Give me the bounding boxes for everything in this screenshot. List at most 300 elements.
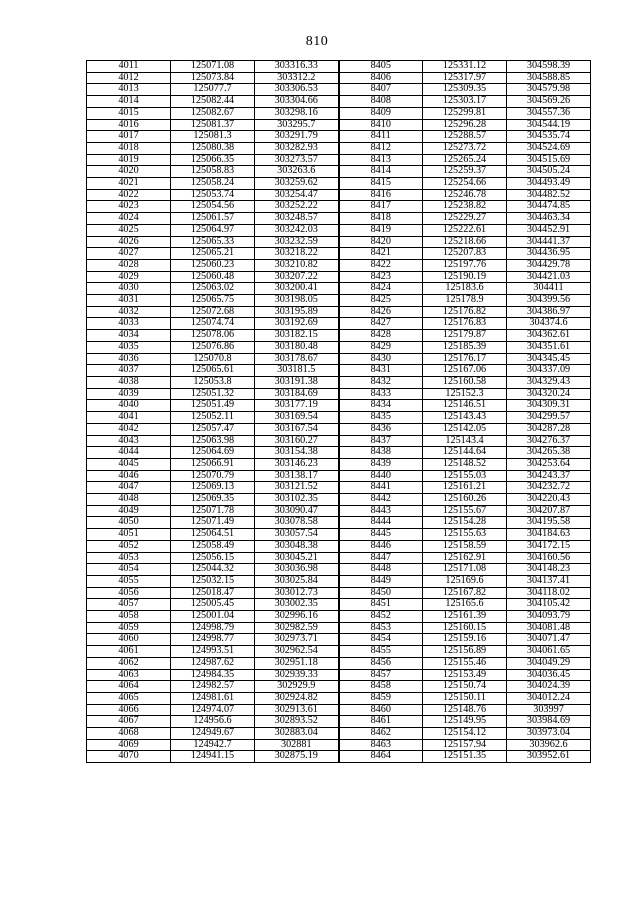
table-row — [87, 529, 591, 541]
point-number-cell: 8428 — [339, 330, 423, 342]
table-row — [87, 353, 591, 365]
table-row — [87, 540, 591, 552]
x-coordinate-cell: 125080.38 — [171, 142, 255, 154]
y-coordinate-cell: 303207.22 — [255, 271, 339, 283]
x-coordinate-cell: 125069.35 — [171, 494, 255, 506]
y-coordinate-cell: 304253.64 — [507, 458, 591, 470]
x-coordinate-cell: 125072.68 — [171, 306, 255, 318]
x-coordinate-cell: 124998.77 — [171, 634, 255, 646]
y-coordinate-cell: 303997 — [507, 704, 591, 716]
point-number-cell: 8430 — [339, 353, 423, 365]
point-number-cell: 4048 — [87, 494, 171, 506]
x-coordinate-cell: 125246.78 — [423, 189, 507, 201]
y-coordinate-cell: 303178.67 — [255, 353, 339, 365]
page-number: 810 — [305, 34, 329, 49]
x-coordinate-cell: 125183.6 — [423, 283, 507, 295]
point-number-cell: 8453 — [339, 622, 423, 634]
x-coordinate-cell: 125082.44 — [171, 96, 255, 108]
x-coordinate-cell: 125160.58 — [423, 376, 507, 388]
table-row — [87, 622, 591, 634]
y-coordinate-cell: 304524.69 — [507, 142, 591, 154]
point-number-cell: 4025 — [87, 224, 171, 236]
y-coordinate-cell: 303218.22 — [255, 248, 339, 260]
y-coordinate-cell: 302973.71 — [255, 634, 339, 646]
point-number-cell: 4057 — [87, 599, 171, 611]
y-coordinate-cell: 304345.45 — [507, 353, 591, 365]
table-row — [87, 681, 591, 693]
y-coordinate-cell: 303078.58 — [255, 517, 339, 529]
table-row — [87, 84, 591, 96]
point-number-cell: 8457 — [339, 669, 423, 681]
x-coordinate-cell: 125167.82 — [423, 587, 507, 599]
y-coordinate-cell: 304320.24 — [507, 388, 591, 400]
point-number-cell: 8409 — [339, 107, 423, 119]
point-number-cell: 8424 — [339, 283, 423, 295]
point-number-cell: 4041 — [87, 412, 171, 424]
x-coordinate-cell: 125259.37 — [423, 166, 507, 178]
x-coordinate-cell: 125065.21 — [171, 248, 255, 260]
point-number-cell: 4039 — [87, 388, 171, 400]
y-coordinate-cell: 302893.52 — [255, 716, 339, 728]
x-coordinate-cell: 124982.57 — [171, 681, 255, 693]
x-coordinate-cell: 125005.45 — [171, 599, 255, 611]
point-number-cell: 4056 — [87, 587, 171, 599]
point-number-cell: 8441 — [339, 482, 423, 494]
point-number-cell: 8445 — [339, 529, 423, 541]
y-coordinate-cell: 303962.6 — [507, 739, 591, 751]
x-coordinate-cell: 125069.13 — [171, 482, 255, 494]
point-number-cell: 4049 — [87, 505, 171, 517]
x-coordinate-cell: 125159.16 — [423, 634, 507, 646]
table-row — [87, 739, 591, 751]
y-coordinate-cell: 304329.43 — [507, 376, 591, 388]
table-row — [87, 657, 591, 669]
x-coordinate-cell: 125167.06 — [423, 365, 507, 377]
x-coordinate-cell: 125148.52 — [423, 458, 507, 470]
point-number-cell: 8418 — [339, 213, 423, 225]
y-coordinate-cell: 304399.56 — [507, 295, 591, 307]
y-coordinate-cell: 303984.69 — [507, 716, 591, 728]
table-row — [87, 341, 591, 353]
x-coordinate-cell: 125154.12 — [423, 728, 507, 740]
table-row — [87, 704, 591, 716]
x-coordinate-cell: 125064.69 — [171, 447, 255, 459]
x-coordinate-cell: 125169.6 — [423, 575, 507, 587]
table-row — [87, 388, 591, 400]
x-coordinate-cell: 125171.08 — [423, 564, 507, 576]
point-number-cell: 4011 — [87, 61, 171, 73]
x-coordinate-cell: 125160.26 — [423, 494, 507, 506]
point-number-cell: 8417 — [339, 201, 423, 213]
x-coordinate-cell: 125299.81 — [423, 107, 507, 119]
x-coordinate-cell: 125078.06 — [171, 330, 255, 342]
point-number-cell: 4019 — [87, 154, 171, 166]
point-number-cell: 8408 — [339, 96, 423, 108]
y-coordinate-cell: 303232.59 — [255, 236, 339, 248]
point-number-cell: 8412 — [339, 142, 423, 154]
y-coordinate-cell: 303138.17 — [255, 470, 339, 482]
table-row — [87, 248, 591, 260]
point-number-cell: 8414 — [339, 166, 423, 178]
point-number-cell: 8443 — [339, 505, 423, 517]
y-coordinate-cell: 303191.38 — [255, 376, 339, 388]
y-coordinate-cell: 304232.72 — [507, 482, 591, 494]
table-row — [87, 716, 591, 728]
y-coordinate-cell: 303263.6 — [255, 166, 339, 178]
y-coordinate-cell: 303169.54 — [255, 412, 339, 424]
y-coordinate-cell: 304061.65 — [507, 646, 591, 658]
y-coordinate-cell: 303192.69 — [255, 318, 339, 330]
table-row — [87, 131, 591, 143]
x-coordinate-cell: 125309.35 — [423, 84, 507, 96]
y-coordinate-cell: 304184.63 — [507, 529, 591, 541]
y-coordinate-cell: 302962.54 — [255, 646, 339, 658]
x-coordinate-cell: 125160.15 — [423, 622, 507, 634]
point-number-cell: 8415 — [339, 178, 423, 190]
x-coordinate-cell: 125190.19 — [423, 271, 507, 283]
point-number-cell: 8458 — [339, 681, 423, 693]
point-number-cell: 8436 — [339, 423, 423, 435]
point-number-cell: 4018 — [87, 142, 171, 154]
y-coordinate-cell: 303182.15 — [255, 330, 339, 342]
x-coordinate-cell: 125157.94 — [423, 739, 507, 751]
point-number-cell: 4040 — [87, 400, 171, 412]
y-coordinate-cell: 304049.29 — [507, 657, 591, 669]
x-coordinate-cell: 125151.35 — [423, 751, 507, 763]
y-coordinate-cell: 304071.47 — [507, 634, 591, 646]
x-coordinate-cell: 125152.3 — [423, 388, 507, 400]
x-coordinate-cell: 125074.74 — [171, 318, 255, 330]
x-coordinate-cell: 125052.11 — [171, 412, 255, 424]
y-coordinate-cell: 304598.39 — [507, 61, 591, 73]
x-coordinate-cell: 125064.51 — [171, 529, 255, 541]
x-coordinate-cell: 125076.86 — [171, 341, 255, 353]
y-coordinate-cell: 304207.87 — [507, 505, 591, 517]
x-coordinate-cell: 125044.32 — [171, 564, 255, 576]
point-number-cell: 4053 — [87, 552, 171, 564]
point-number-cell: 4022 — [87, 189, 171, 201]
y-coordinate-cell: 304243.37 — [507, 470, 591, 482]
point-number-cell: 4028 — [87, 259, 171, 271]
table-row — [87, 178, 591, 190]
point-number-cell: 4015 — [87, 107, 171, 119]
table-row — [87, 505, 591, 517]
x-coordinate-cell: 125065.33 — [171, 236, 255, 248]
y-coordinate-cell: 303036.98 — [255, 564, 339, 576]
y-coordinate-cell: 303154.38 — [255, 447, 339, 459]
y-coordinate-cell: 303048.38 — [255, 540, 339, 552]
table-row — [87, 107, 591, 119]
table-row — [87, 587, 591, 599]
y-coordinate-cell: 304505.24 — [507, 166, 591, 178]
x-coordinate-cell: 125032.15 — [171, 575, 255, 587]
x-coordinate-cell: 124949.67 — [171, 728, 255, 740]
x-coordinate-cell: 125288.57 — [423, 131, 507, 143]
point-number-cell: 4046 — [87, 470, 171, 482]
point-number-cell: 4037 — [87, 365, 171, 377]
y-coordinate-cell: 303259.62 — [255, 178, 339, 190]
x-coordinate-cell: 125051.32 — [171, 388, 255, 400]
y-coordinate-cell: 304148.23 — [507, 564, 591, 576]
y-coordinate-cell: 304588.85 — [507, 72, 591, 84]
x-coordinate-cell: 125054.56 — [171, 201, 255, 213]
point-number-cell: 4034 — [87, 330, 171, 342]
x-coordinate-cell: 125207.83 — [423, 248, 507, 260]
table-row — [87, 61, 591, 73]
x-coordinate-cell: 125153.49 — [423, 669, 507, 681]
point-number-cell: 8444 — [339, 517, 423, 529]
table-row — [87, 189, 591, 201]
table-row — [87, 611, 591, 623]
point-number-cell: 4050 — [87, 517, 171, 529]
x-coordinate-cell: 125197.76 — [423, 259, 507, 271]
point-number-cell: 8405 — [339, 61, 423, 73]
y-coordinate-cell: 303002.35 — [255, 599, 339, 611]
point-number-cell: 4054 — [87, 564, 171, 576]
table-row — [87, 564, 591, 576]
point-number-cell: 4068 — [87, 728, 171, 740]
y-coordinate-cell: 303295.7 — [255, 119, 339, 131]
y-coordinate-cell: 304309.31 — [507, 400, 591, 412]
point-number-cell: 4069 — [87, 739, 171, 751]
table-row — [87, 154, 591, 166]
y-coordinate-cell: 303200.41 — [255, 283, 339, 295]
x-coordinate-cell: 125148.76 — [423, 704, 507, 716]
x-coordinate-cell: 125254.66 — [423, 178, 507, 190]
y-coordinate-cell: 304276.37 — [507, 435, 591, 447]
point-number-cell: 8422 — [339, 259, 423, 271]
x-coordinate-cell: 125229.27 — [423, 213, 507, 225]
point-number-cell: 8455 — [339, 646, 423, 658]
x-coordinate-cell: 125143.43 — [423, 412, 507, 424]
point-number-cell: 8452 — [339, 611, 423, 623]
table-row — [87, 166, 591, 178]
table-row — [87, 330, 591, 342]
y-coordinate-cell: 304429.78 — [507, 259, 591, 271]
y-coordinate-cell: 304220.43 — [507, 494, 591, 506]
x-coordinate-cell: 125218.66 — [423, 236, 507, 248]
y-coordinate-cell: 302929.9 — [255, 681, 339, 693]
y-coordinate-cell: 304535.74 — [507, 131, 591, 143]
x-coordinate-cell: 125058.49 — [171, 540, 255, 552]
point-number-cell: 4036 — [87, 353, 171, 365]
point-number-cell: 4043 — [87, 435, 171, 447]
point-number-cell: 4044 — [87, 447, 171, 459]
x-coordinate-cell: 125222.61 — [423, 224, 507, 236]
point-number-cell: 4033 — [87, 318, 171, 330]
table-row — [87, 470, 591, 482]
y-coordinate-cell: 304105.42 — [507, 599, 591, 611]
table-row — [87, 482, 591, 494]
point-number-cell: 8431 — [339, 365, 423, 377]
table-row — [87, 201, 591, 213]
y-coordinate-cell: 304265.38 — [507, 447, 591, 459]
x-coordinate-cell: 125082.67 — [171, 107, 255, 119]
point-number-cell: 4047 — [87, 482, 171, 494]
point-number-cell: 8426 — [339, 306, 423, 318]
x-coordinate-cell: 125060.23 — [171, 259, 255, 271]
y-coordinate-cell: 303045.21 — [255, 552, 339, 564]
y-coordinate-cell: 304081.48 — [507, 622, 591, 634]
point-number-cell: 8406 — [339, 72, 423, 84]
y-coordinate-cell: 304012.24 — [507, 692, 591, 704]
point-number-cell: 4030 — [87, 283, 171, 295]
x-coordinate-cell: 125155.63 — [423, 529, 507, 541]
x-coordinate-cell: 125073.84 — [171, 72, 255, 84]
y-coordinate-cell: 304351.61 — [507, 341, 591, 353]
point-number-cell: 4021 — [87, 178, 171, 190]
table-row — [87, 283, 591, 295]
y-coordinate-cell: 304474.85 — [507, 201, 591, 213]
y-coordinate-cell: 303242.03 — [255, 224, 339, 236]
x-coordinate-cell: 125185.39 — [423, 341, 507, 353]
point-number-cell: 4061 — [87, 646, 171, 658]
table-row — [87, 213, 591, 225]
x-coordinate-cell: 125155.67 — [423, 505, 507, 517]
point-number-cell: 8449 — [339, 575, 423, 587]
point-number-cell: 8454 — [339, 634, 423, 646]
x-coordinate-cell: 125001.04 — [171, 611, 255, 623]
x-coordinate-cell: 125081.3 — [171, 131, 255, 143]
y-coordinate-cell: 304386.97 — [507, 306, 591, 318]
x-coordinate-cell: 125070.79 — [171, 470, 255, 482]
x-coordinate-cell: 125150.11 — [423, 692, 507, 704]
y-coordinate-cell: 304287.28 — [507, 423, 591, 435]
y-coordinate-cell: 304557.36 — [507, 107, 591, 119]
point-number-cell: 8427 — [339, 318, 423, 330]
y-coordinate-cell: 303273.57 — [255, 154, 339, 166]
y-coordinate-cell: 303057.54 — [255, 529, 339, 541]
x-coordinate-cell: 124942.7 — [171, 739, 255, 751]
y-coordinate-cell: 303252.22 — [255, 201, 339, 213]
point-number-cell: 4031 — [87, 295, 171, 307]
x-coordinate-cell: 125056.15 — [171, 552, 255, 564]
y-coordinate-cell: 302913.61 — [255, 704, 339, 716]
x-coordinate-cell: 125165.6 — [423, 599, 507, 611]
y-coordinate-cell: 303180.48 — [255, 341, 339, 353]
point-number-cell: 8448 — [339, 564, 423, 576]
x-coordinate-cell: 125176.17 — [423, 353, 507, 365]
y-coordinate-cell: 304137.41 — [507, 575, 591, 587]
x-coordinate-cell: 125154.28 — [423, 517, 507, 529]
y-coordinate-cell: 304544.19 — [507, 119, 591, 131]
table-row — [87, 236, 591, 248]
point-number-cell: 8410 — [339, 119, 423, 131]
y-coordinate-cell: 303177.19 — [255, 400, 339, 412]
x-coordinate-cell: 125238.82 — [423, 201, 507, 213]
y-coordinate-cell: 303254.47 — [255, 189, 339, 201]
point-number-cell: 4052 — [87, 540, 171, 552]
y-coordinate-cell: 303102.35 — [255, 494, 339, 506]
x-coordinate-cell: 125071.08 — [171, 61, 255, 73]
point-number-cell: 4029 — [87, 271, 171, 283]
x-coordinate-cell: 125065.75 — [171, 295, 255, 307]
x-coordinate-cell: 125179.87 — [423, 330, 507, 342]
point-number-cell: 8425 — [339, 295, 423, 307]
table-row — [87, 96, 591, 108]
point-number-cell: 8432 — [339, 376, 423, 388]
table-row — [87, 634, 591, 646]
point-number-cell: 8420 — [339, 236, 423, 248]
x-coordinate-cell: 125060.48 — [171, 271, 255, 283]
point-number-cell: 8416 — [339, 189, 423, 201]
y-coordinate-cell: 303282.93 — [255, 142, 339, 154]
x-coordinate-cell: 125065.61 — [171, 365, 255, 377]
y-coordinate-cell: 303181.5 — [255, 365, 339, 377]
y-coordinate-cell: 304374.6 — [507, 318, 591, 330]
x-coordinate-cell: 125058.83 — [171, 166, 255, 178]
coordinates-table — [86, 60, 591, 763]
table-row — [87, 72, 591, 84]
y-coordinate-cell: 303146.23 — [255, 458, 339, 470]
point-number-cell: 8451 — [339, 599, 423, 611]
y-coordinate-cell: 303184.69 — [255, 388, 339, 400]
y-coordinate-cell: 304482.52 — [507, 189, 591, 201]
x-coordinate-cell: 125066.35 — [171, 154, 255, 166]
y-coordinate-cell: 303248.57 — [255, 213, 339, 225]
x-coordinate-cell: 125063.98 — [171, 435, 255, 447]
x-coordinate-cell: 125303.17 — [423, 96, 507, 108]
y-coordinate-cell: 303973.04 — [507, 728, 591, 740]
point-number-cell: 4051 — [87, 529, 171, 541]
y-coordinate-cell: 304337.09 — [507, 365, 591, 377]
point-number-cell: 4045 — [87, 458, 171, 470]
x-coordinate-cell: 125149.95 — [423, 716, 507, 728]
x-coordinate-cell: 125057.47 — [171, 423, 255, 435]
y-coordinate-cell: 304118.02 — [507, 587, 591, 599]
point-number-cell: 4014 — [87, 96, 171, 108]
point-number-cell: 8433 — [339, 388, 423, 400]
y-coordinate-cell: 302951.18 — [255, 657, 339, 669]
y-coordinate-cell: 302939.33 — [255, 669, 339, 681]
table-row — [87, 646, 591, 658]
table-row — [87, 142, 591, 154]
y-coordinate-cell: 304362.61 — [507, 330, 591, 342]
point-number-cell: 4063 — [87, 669, 171, 681]
table-row — [87, 400, 591, 412]
y-coordinate-cell: 304452.91 — [507, 224, 591, 236]
point-number-cell: 8461 — [339, 716, 423, 728]
table-row — [87, 119, 591, 131]
table-row — [87, 575, 591, 587]
y-coordinate-cell: 304160.56 — [507, 552, 591, 564]
point-number-cell: 8440 — [339, 470, 423, 482]
table-row — [87, 224, 591, 236]
y-coordinate-cell: 302875.19 — [255, 751, 339, 763]
x-coordinate-cell: 124956.6 — [171, 716, 255, 728]
y-coordinate-cell: 304579.98 — [507, 84, 591, 96]
point-number-cell: 4066 — [87, 704, 171, 716]
point-number-cell: 8463 — [339, 739, 423, 751]
x-coordinate-cell: 125144.64 — [423, 447, 507, 459]
table-row — [87, 295, 591, 307]
y-coordinate-cell: 304436.95 — [507, 248, 591, 260]
x-coordinate-cell: 125150.74 — [423, 681, 507, 693]
x-coordinate-cell: 125071.78 — [171, 505, 255, 517]
point-number-cell: 4060 — [87, 634, 171, 646]
x-coordinate-cell: 125176.82 — [423, 306, 507, 318]
point-number-cell: 4017 — [87, 131, 171, 143]
x-coordinate-cell: 125051.49 — [171, 400, 255, 412]
point-number-cell: 8456 — [339, 657, 423, 669]
table-row — [87, 692, 591, 704]
y-coordinate-cell: 303025.84 — [255, 575, 339, 587]
point-number-cell: 8446 — [339, 540, 423, 552]
point-number-cell: 4038 — [87, 376, 171, 388]
x-coordinate-cell: 125161.39 — [423, 611, 507, 623]
x-coordinate-cell: 124974.07 — [171, 704, 255, 716]
y-coordinate-cell: 303304.66 — [255, 96, 339, 108]
